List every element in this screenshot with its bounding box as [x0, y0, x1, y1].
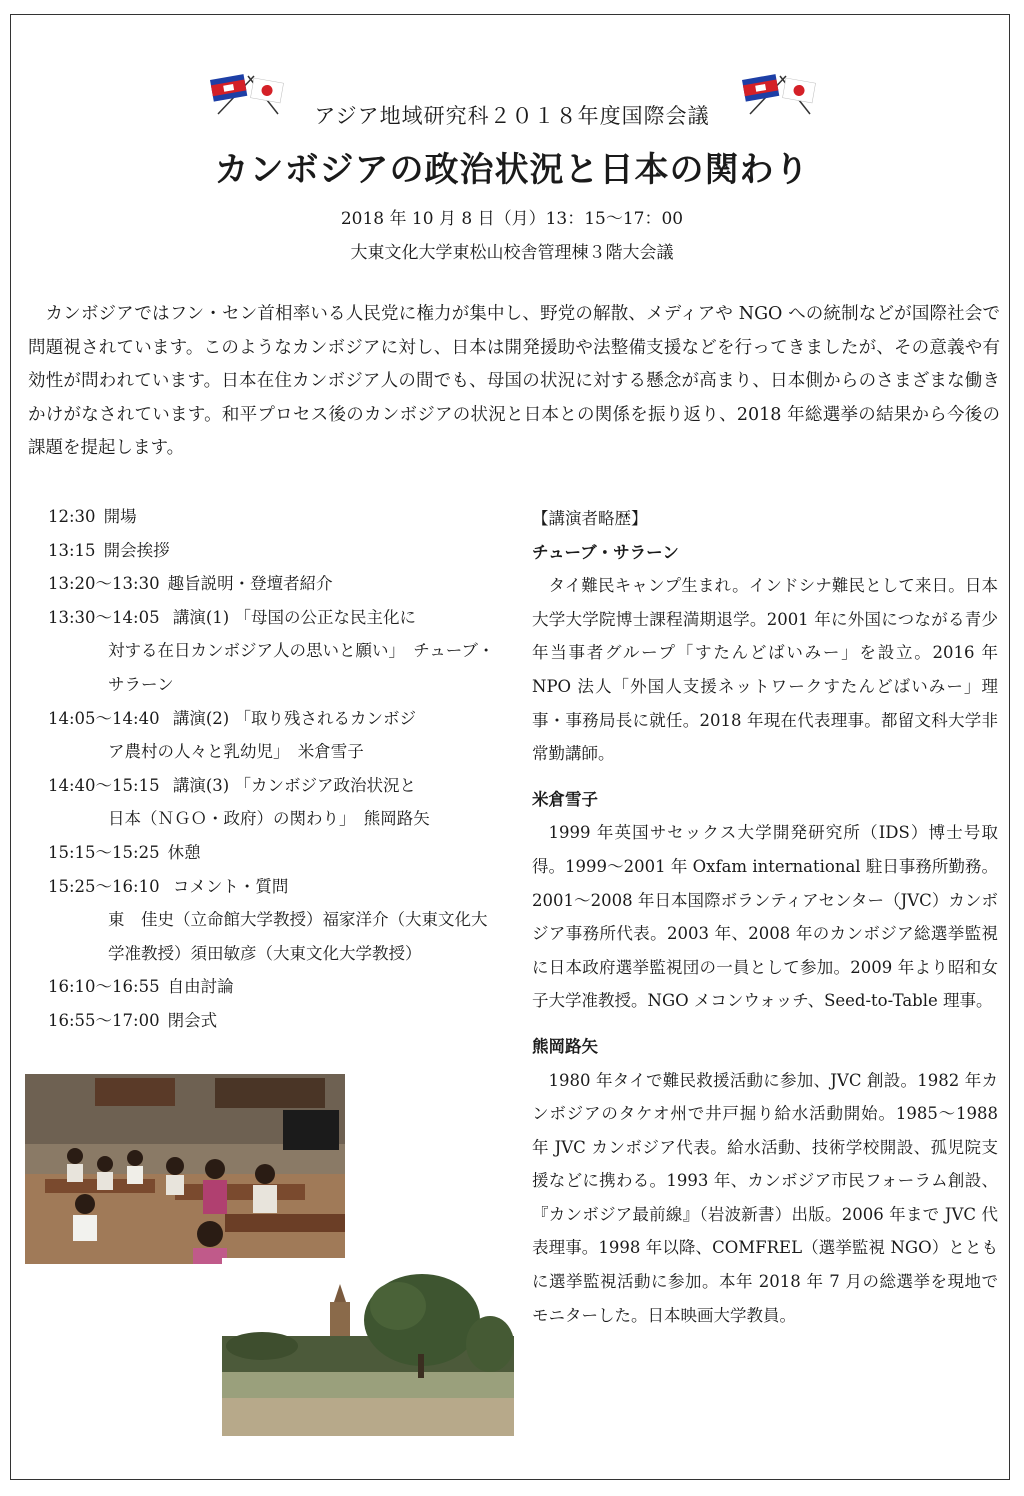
schedule-item: [48, 567, 498, 601]
speaker-name: 熊岡路矢: [532, 1036, 598, 1056]
schedule-event-continued: ア農村の人々と乳幼児」 米倉雪子: [108, 742, 364, 762]
speaker-name: チューブ・サラーン: [532, 542, 679, 562]
schedule-time: 13:15: [48, 540, 96, 560]
schedule-time: 16:55〜17:00: [48, 1010, 160, 1030]
schedule-item: [48, 970, 498, 1004]
conference-subtitle: アジア地域研究科２０１８年度国際会議: [314, 104, 710, 128]
schedule-time: 12:30: [48, 507, 96, 526]
schedule-event: コメント・質問: [172, 876, 289, 896]
schedule-event: 講演(3) 「カンボジア政治状況と: [172, 775, 416, 795]
schedule-item: [48, 1004, 498, 1038]
speaker-bio: 1999 年英国サセックス大学開発研究所（IDS）博士号取得。1999〜2001 年 Oxfam international 駐日事務所勤務。2001〜2008 年日本国際ボランティアセンター（JVC）カンボジア事務所代表。2003 年、2008 年のカンボジア総選挙監視に日本政府選挙監視団の一員として参加。2009 年より昭和女子大学准教授。NGO メコンウォッチ、Seed-to-Table 理事。: [532, 823, 998, 1011]
schedule-item: [48, 534, 498, 568]
schedule-event: 講演(2) 「取り残されるカンボジ: [172, 708, 416, 728]
schedule-event: 講演(1) 「母国の公正な民主化に: [172, 607, 416, 627]
schedule-item: [48, 702, 498, 769]
schedule-event-continued: 対する在日カンボジア人の思いと願い」 チューブ・サラーン: [108, 641, 495, 694]
speaker-bio: 1980 年タイで難民救援活動に参加、JVC 創設。1982 年カンボジアのタケオ州で井戸掘り給水活動開始。1985〜1988 年 JVC カンボジア代表。給水活動、技術学校開設、孤児院支援などに携わる。1993 年、カンボジア市民フォーラム創設、『カンボジア最前線』（岩波新書）出版。2006 年まで JVC 代表理事。1998 年以降、COMFREL（選挙監視 NGO）とともに選挙監視活動に参加。本年 2018 年 7 月の総選挙を現地でモニターした。日本映画大学教員。: [532, 1070, 998, 1325]
schedule-event: 開場: [103, 507, 137, 526]
schedule-event-continued: 東 佳史（立命館大学教授）福家洋介（大東文化大学准教授）須田敏彦（大東文化大学教授）: [108, 910, 488, 963]
classroom-photo: [25, 1074, 345, 1264]
schedule-item: [48, 500, 498, 534]
schedule-time: 13:20〜13:30: [48, 574, 160, 594]
schedule-list: [48, 500, 498, 1038]
schedule-item: [48, 769, 498, 836]
schedule-time: 14:40〜15:15: [48, 775, 160, 795]
speaker-bio: タイ難民キャンプ生まれ。インドシナ難民として来日。日本大学大学院博士課程満期退学。2001 年に外国につながる青少年当事者グループ「すたんどばいみー」を設立。2016 年 NPO 法人「外国人支援ネットワークすたんどばいみー」理事・事務局長に就任。2018 年現在代表理事。都留文科大学非常勤講師。: [532, 576, 998, 764]
schedule-event: 閉会式: [167, 1010, 218, 1030]
intro-paragraph: カンボジアではフン・セン首相率いる人民党に権力が集中し、野党の解散、メディアや NGO への統制などが国際社会で問題視されています。このようなカンボジアに対し、日本は開発援助や法整備支援などを行ってきましたが、その意義や有効性が問われています。日本在住カンボジア人の間でも、母国の状況に対する懸念が高まり、日本側からのさまざまな働きかけがなされています。和平プロセス後のカンボジアの状況と日本との関係を振り返り、2018 年総選挙の結果から今後の課題を提起します。: [28, 304, 1000, 459]
bios-heading: 【講演者略歴】: [532, 509, 648, 528]
event-venue: 大東文化大学東松山校舎管理棟３階大会議: [350, 243, 674, 263]
schedule-time: 15:15〜15:25: [48, 842, 160, 862]
schedule-event: 開会挨拶: [103, 540, 170, 560]
speaker-bios: [532, 502, 998, 1344]
page-title: カンボジアの政治状況と日本の関わり: [214, 150, 810, 190]
event-date: 2018 年 10 月 8 日（月）13：15〜17：00: [340, 209, 684, 229]
speaker-name: 米倉雪子: [532, 789, 598, 809]
schedule-time: 16:10〜16:55: [48, 977, 160, 997]
schedule-item: [48, 870, 498, 971]
schedule-item: [48, 601, 498, 702]
schedule-time: 13:30〜14:05: [48, 607, 160, 627]
schedule-event-continued: 日本（ＮＧＯ・政府）の関わり」 熊岡路矢: [108, 809, 430, 829]
schedule-time: 15:25〜16:10: [48, 876, 160, 896]
schedule-event: 休憩: [167, 842, 201, 862]
schedule-time: 14:05〜14:40: [48, 708, 160, 728]
schedule-item: [48, 836, 498, 870]
schedule-event: 趣旨説明・登壇者紹介: [167, 574, 333, 594]
schedule-event: 自由討論: [167, 977, 234, 997]
countryside-photo: [222, 1258, 514, 1436]
